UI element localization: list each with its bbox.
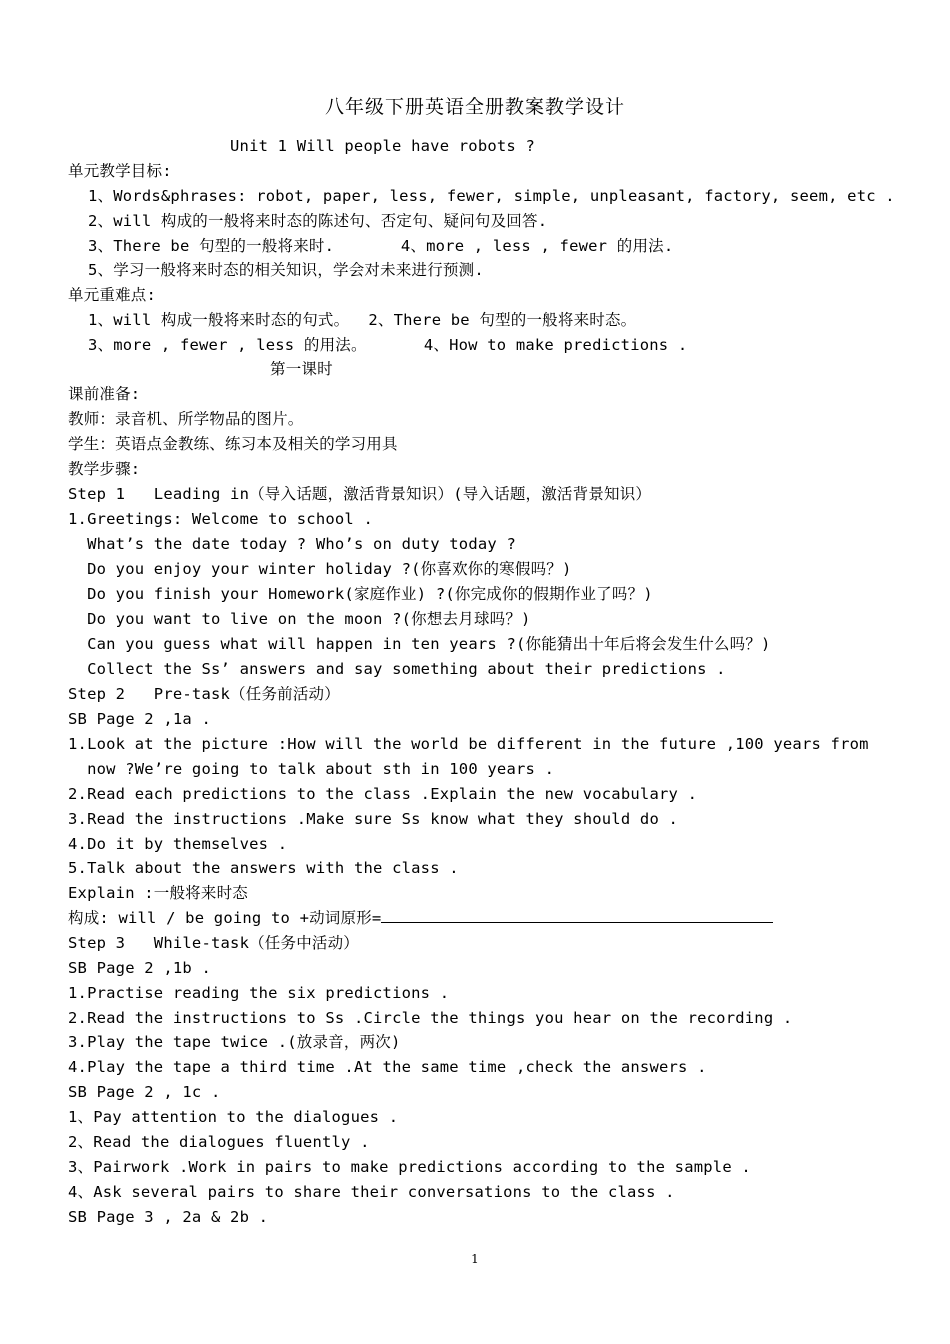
step2-line: now ?We’re going to talk about sth in 100 years . — [68, 760, 555, 778]
step1-line: What’s the date today ? Who’s on duty today ? — [68, 535, 516, 553]
step2-line: Explain :一般将来时态 — [68, 884, 248, 902]
step2-line: 4.Do it by themselves . — [68, 835, 288, 853]
steps-heading: 教学步骤: — [68, 460, 141, 478]
step1-line: Do you want to live on the moon ?(你想去月球吗？) — [68, 610, 531, 628]
fill-in-blank — [381, 908, 773, 923]
step3-line: 2、Read the dialogues fluently . — [68, 1133, 370, 1151]
step3-line: 1、Pay attention to the dialogues . — [68, 1108, 399, 1126]
teacher-prep: 教师：录音机、所学物品的图片。 — [68, 410, 304, 428]
document-title: 八年级下册英语全册教案教学设计 — [324, 96, 625, 118]
step3-line: SB Page 2 , 1c . — [68, 1083, 221, 1101]
student-prep: 学生：英语点金教练、练习本及相关的学习用具 — [68, 435, 398, 453]
formula-line — [68, 908, 773, 928]
goal-item: 3、There be 句型的一般将来时. 4、more , less , fewer 的用法. — [88, 237, 674, 255]
key-point-item: 3、more , fewer , less 的用法。 4、How to make predictions . — [88, 336, 688, 354]
key-point-item: 1、will 构成一般将来时态的句式。 2、There be 句型的一般将来时态。 — [88, 311, 637, 329]
key-points-heading: 单元重难点: — [68, 286, 157, 304]
lesson-title: 第一课时 — [270, 360, 333, 378]
page-number: 1 — [471, 1252, 479, 1266]
step2-line: 2.Read each predictions to the class .Explain the new vocabulary . — [68, 785, 698, 803]
step1-line: 1.Greetings: Welcome to school . — [68, 510, 374, 528]
unit-goals-heading: 单元教学目标: — [68, 162, 172, 180]
step2-line: SB Page 2 ,1a . — [68, 710, 211, 728]
step3-heading: Step 3 While-task（任务中活动） — [68, 934, 360, 952]
step2-line: 3.Read the instructions .Make sure Ss know what they should do . — [68, 810, 679, 828]
step3-line: SB Page 3 , 2a & 2b . — [68, 1208, 269, 1226]
goal-item: 5、学习一般将来时态的相关知识，学会对未来进行预测. — [88, 261, 484, 279]
goal-item: 2、will 构成的一般将来时态的陈述句、否定句、疑问句及回答. — [88, 212, 548, 230]
unit-title: Unit 1 Will people have robots ? — [230, 137, 536, 155]
step1-line: Do you enjoy your winter holiday ?(你喜欢你的寒假吗？) — [68, 560, 572, 578]
step3-line: 3.Play the tape twice .(放录音，两次) — [68, 1033, 401, 1051]
step3-line: 4、Ask several pairs to share their conversations to the class . — [68, 1183, 675, 1201]
step3-line: 2.Read the instructions to Ss .Circle the things you hear on the recording . — [68, 1009, 793, 1027]
step2-line: 5.Talk about the answers with the class . — [68, 859, 459, 877]
step3-line: 4.Play the tape a third time .At the same time ,check the answers . — [68, 1058, 707, 1076]
step1-heading: Step 1 Leading in（导入话题，激活背景知识）(导入话题，激活背景知识） — [68, 485, 652, 503]
step1-line: Collect the Ss’ answers and say something about their predictions . — [68, 660, 726, 678]
step2-line: 1.Look at the picture :How will the world be different in the future ,100 years from — [68, 735, 869, 753]
step1-line: Can you guess what will happen in ten years ?(你能猜出十年后将会发生什么吗？) — [68, 635, 771, 653]
prep-heading: 课前准备: — [68, 385, 141, 403]
step3-line: 3、Pairwork .Work in pairs to make predictions according to the sample . — [68, 1158, 751, 1176]
step3-line: SB Page 2 ,1b . — [68, 959, 211, 977]
formula-text: 构成: will / be going to +动词原形= — [68, 909, 382, 927]
step3-line: 1.Practise reading the six predictions . — [68, 984, 450, 1002]
step2-heading: Step 2 Pre-task（任务前活动） — [68, 685, 340, 703]
step1-line: Do you finish your Homework(家庭作业) ?(你完成你的假期作业了吗？) — [68, 585, 653, 603]
goal-item: 1、Words&phrases: robot, paper, less, fewer, simple, unpleasant, factory, seem, etc . — [88, 187, 895, 205]
